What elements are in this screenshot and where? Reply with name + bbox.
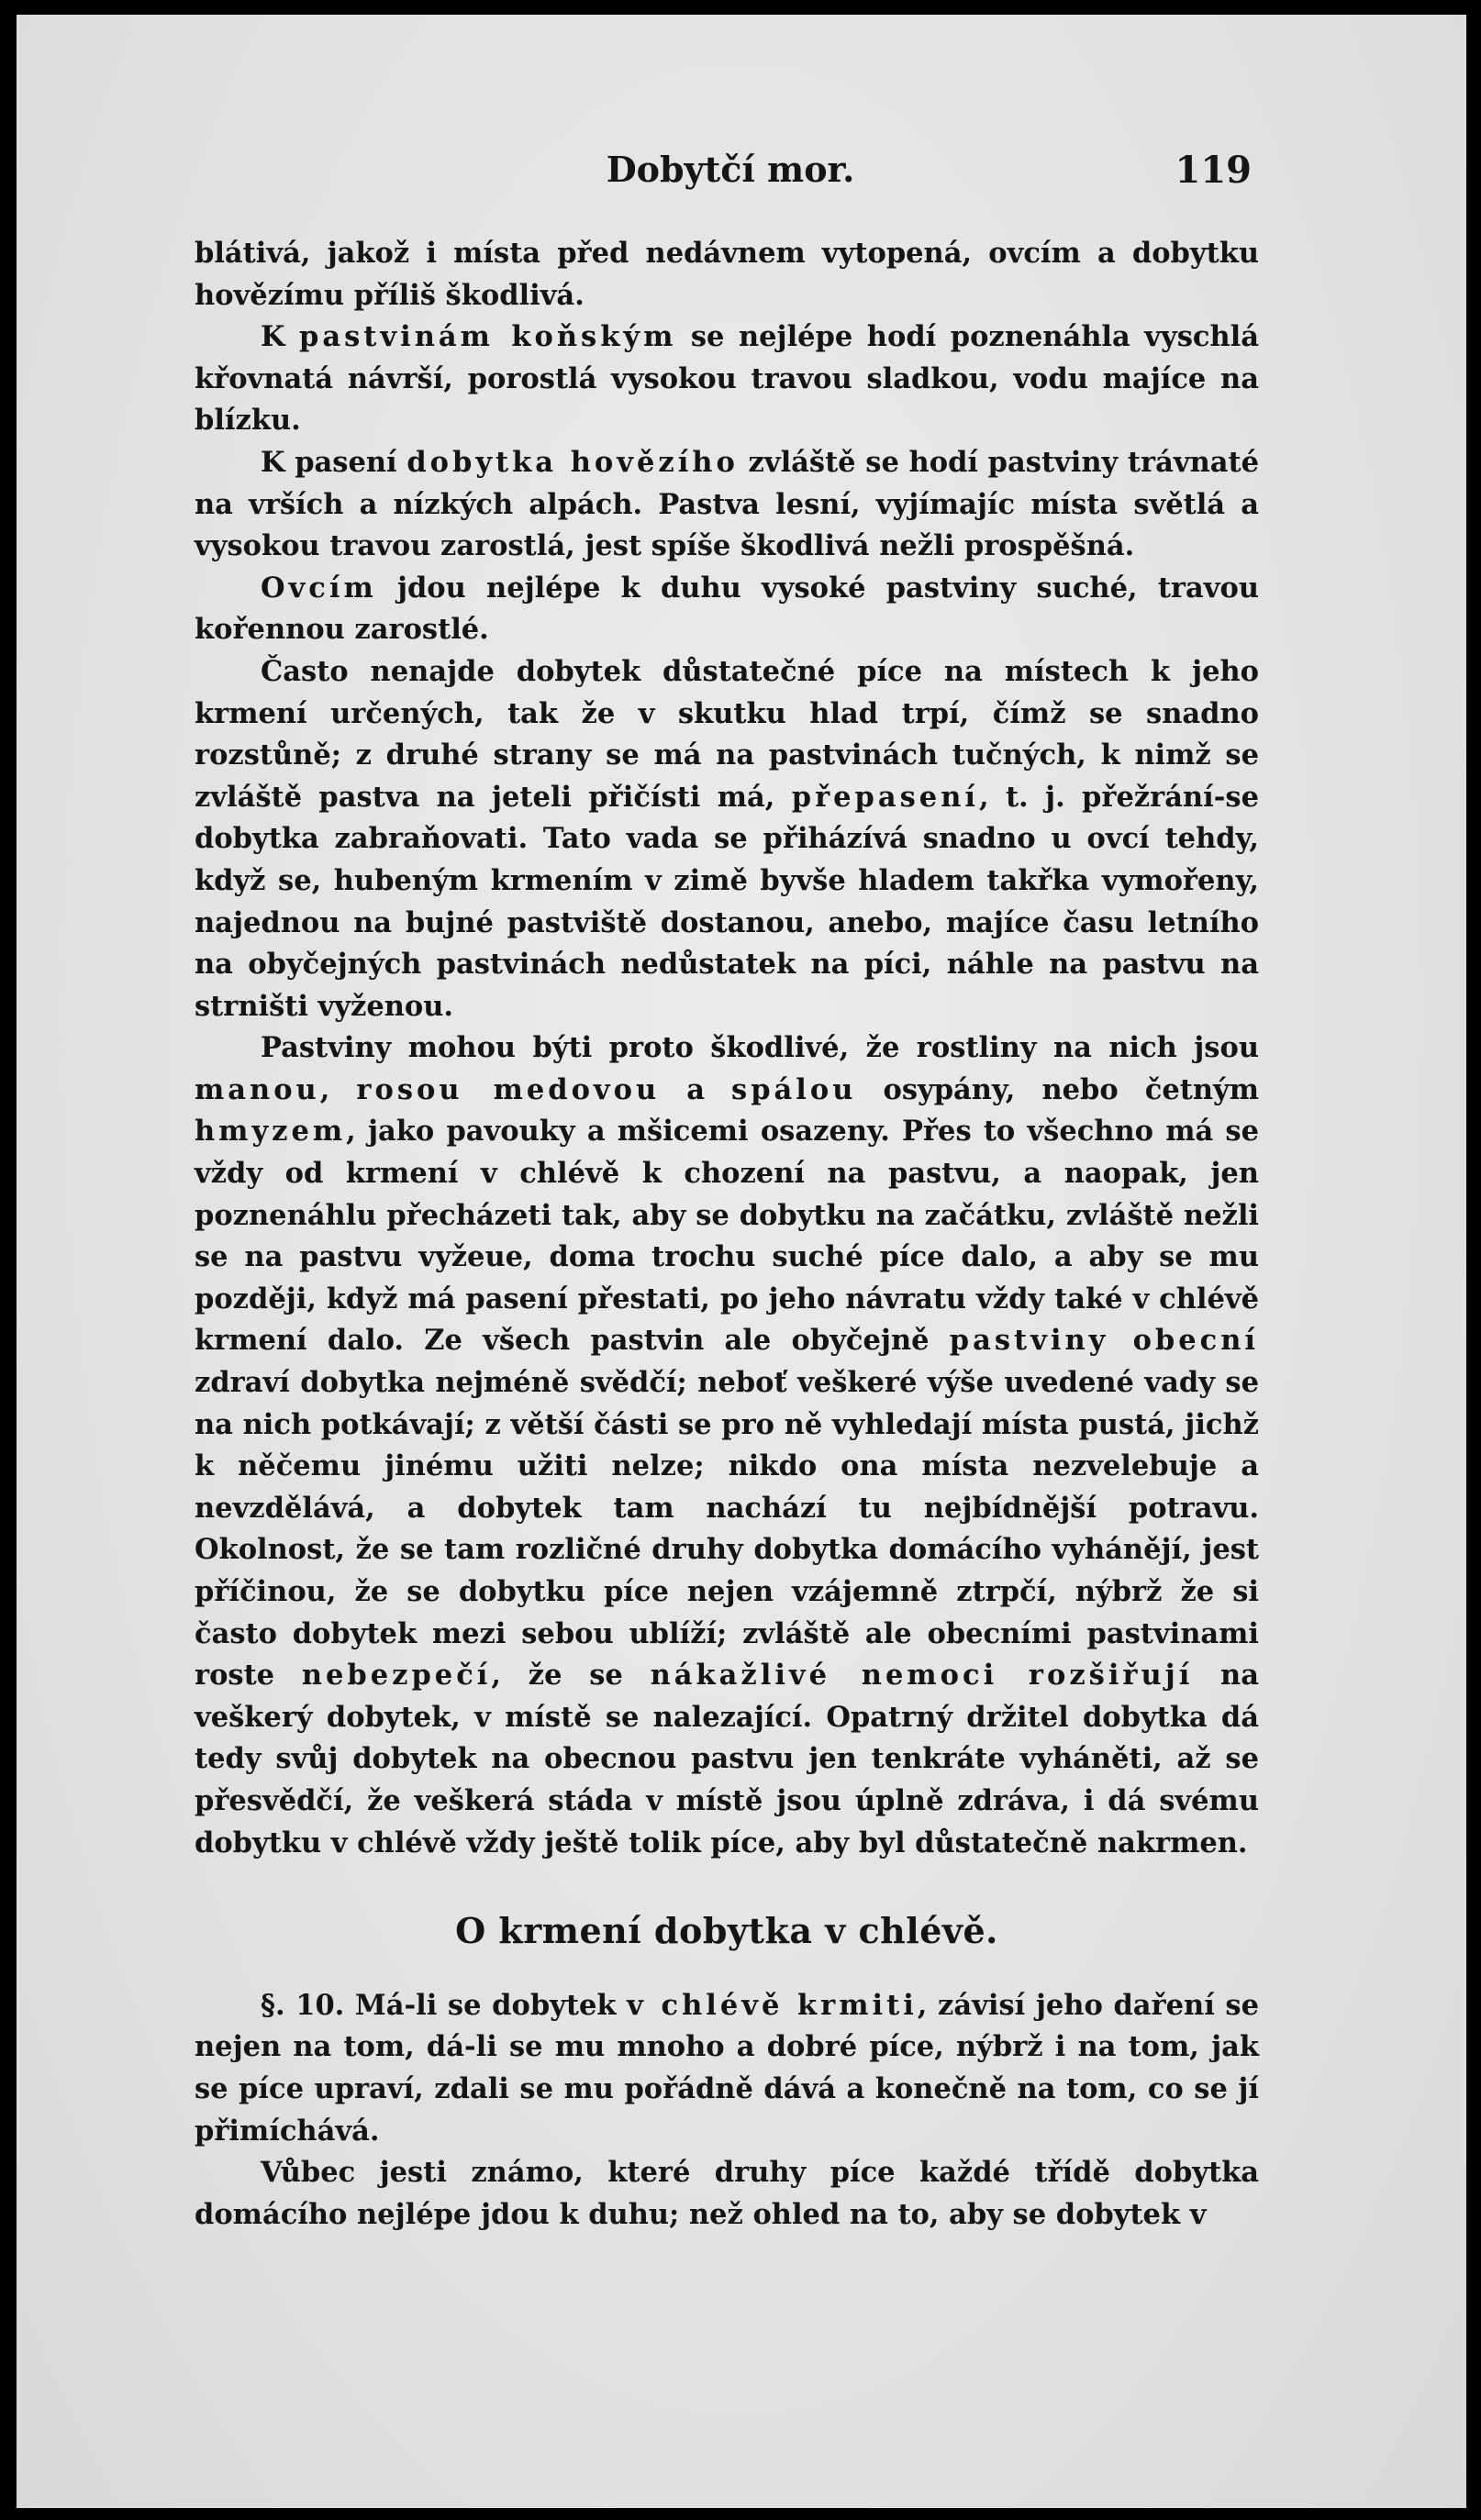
- text-run: blátivá, jakož i místa před nedávnem vytopená, ovcím a dobytku hovězímu příliš škodlivá.: [195, 237, 1259, 312]
- text-run: ,: [319, 1072, 357, 1106]
- running-title: Dobytčí mor.: [606, 149, 855, 190]
- paragraph: [195, 316, 1259, 442]
- spaced-emphasis: v chlévě krmiti: [627, 1988, 918, 2022]
- text-run: jdou nejlépe k duhu vysoké pastviny suché, travou kořennou zarostlé.: [195, 571, 1259, 647]
- text-run: osypány, nebo četným: [856, 1072, 1259, 1106]
- paragraphs-after-heading: [195, 1985, 1259, 2237]
- text-run: se nejlépe hodí poznenáhla vyschlá křovnatá návrší, porostlá vysokou travou sladkou, vodu majíce na blízku.: [195, 320, 1259, 438]
- spaced-emphasis: pastvinám koňským: [299, 320, 677, 354]
- spaced-emphasis: nákažlivé nemoci rozšiřují: [650, 1659, 1194, 1693]
- paragraph: [195, 651, 1259, 1027]
- spaced-emphasis: rosou medovou: [356, 1072, 661, 1106]
- paragraph: [195, 233, 1259, 316]
- text-run: na veškerý dobytek, v místě se nalezající. Opatrný držitel dobytka dá tedy svůj dobytek na obecnou pastvu jen tenkráte vyháněti, až se přesvědčí, že veškerá stáda v místě jsou úplně zdráva, i dá svému dobytku v chlévě vždy ještě tolik píce, aby byl důstatečně nakrmen.: [195, 1659, 1259, 1859]
- text-run: Často nenajde dobytek důstatečné píce na místech k jeho krmení určených, tak že v skutku hlad trpí, čímž se snadno rozstůně; z druhé strany se má na pastvinách tučných, k nimž se zvláště pastva na jeteli přičísti má,: [195, 654, 1259, 814]
- paragraph: [195, 1027, 1259, 1864]
- paragraph: [195, 2152, 1259, 2236]
- text-run: K pasení: [261, 445, 407, 479]
- section-heading: O krmení dobytka v chlévě.: [455, 1910, 998, 1952]
- spaced-emphasis: spálou: [731, 1072, 857, 1106]
- paragraphs-before-heading: [195, 233, 1259, 1864]
- spaced-emphasis: pastviny obecní: [949, 1324, 1259, 1358]
- paragraph: [195, 442, 1259, 568]
- text-run: Pastviny mohou býti proto škodlivé, že rostliny na nich jsou: [261, 1031, 1259, 1065]
- paragraph: [195, 1985, 1259, 2152]
- running-header: [196, 149, 1264, 204]
- spaced-emphasis: přepasení: [791, 780, 979, 814]
- text-run: a: [660, 1072, 732, 1106]
- page-number: 119: [1175, 149, 1252, 192]
- paragraph: [195, 568, 1259, 651]
- spaced-emphasis: nebezpečí: [301, 1659, 492, 1693]
- text-run: K: [261, 320, 300, 354]
- text-run: zvláště se hodí pastviny trávnaté na vrších a nízkých alpách. Pastva lesní, vyjímajíc místa světlá a vysokou travou zarostlá, jest spíše škodlivá nežli prospěšná.: [195, 445, 1260, 563]
- text-run: , t. j. přežrání-se dobytka zabraňovati. Tato vada se přiházívá snadno u ovcí tehdy, když se, hubeným krmením v zimě byvše hladem takřka vymořeny, najednou na bujné pastviště dostanou, anebo, majíce času letního na obyčejných pastvinách nedůstatek na píci, náhle na pastvu na strništi vyženou.: [195, 780, 1259, 1023]
- text-run: , závisí jeho daření se nejen na tom, dá-li se mu mnoho a dobré píce, nýbrž i na tom, jak se píce upraví, zdali se mu pořádně dává a konečně na tom, co se jí přimíchává.: [195, 1988, 1260, 2148]
- spaced-emphasis: dobytka hovězího: [406, 445, 739, 479]
- spaced-emphasis: hmyzem: [195, 1115, 347, 1149]
- body-text: [195, 233, 1259, 2236]
- spaced-emphasis: manou: [195, 1072, 320, 1106]
- spaced-emphasis: Ovcím: [261, 571, 377, 605]
- text-run: Vůbec jesti známo, které druhy píce každé třídě dobytka domácího nejlépe jdou k duhu; než ohled na to, aby se dobytek v: [195, 2156, 1259, 2231]
- text-run: §. 10. Má-li se dobytek: [261, 1988, 628, 2022]
- text-run: zdraví dobytka nejméně svědčí; neboť veškeré výše uvedené vady se na nich potkávají; z větší části se pro ně vyhledají místa pustá, jichž k něčemu jinému užiti nelze; nikdo ona místa nezvelebuje a nevzdělává, a dobytek tam nachází tu nejbídnější potravu. Okolnost, že se tam rozličné druhy dobytka domácího vyhánějí, jest příčinou, že se dobytku píce nejen vzájemně ztrpčí, nýbrž že si často dobytek mezi sebou ublíží; zvláště ale obecními pastvinami roste: [195, 1366, 1259, 1693]
- text-run: , jako pavouky a mšicemi osazeny. Přes to všechno má se vždy od krmení v chlévě k chození na pastvu, a naopak, jen poznenáhlu přecházeti tak, aby se dobytku na začátku, zvláště nežli se na pastvu vyžeue, doma trochu suché píce dalo, a aby se mu později, když má pasení přestati, po jeho návratu vždy také v chlévě krmení dalo. Ze všech pastvin ale obyčejně: [195, 1115, 1259, 1358]
- text-run: , že se: [491, 1659, 651, 1693]
